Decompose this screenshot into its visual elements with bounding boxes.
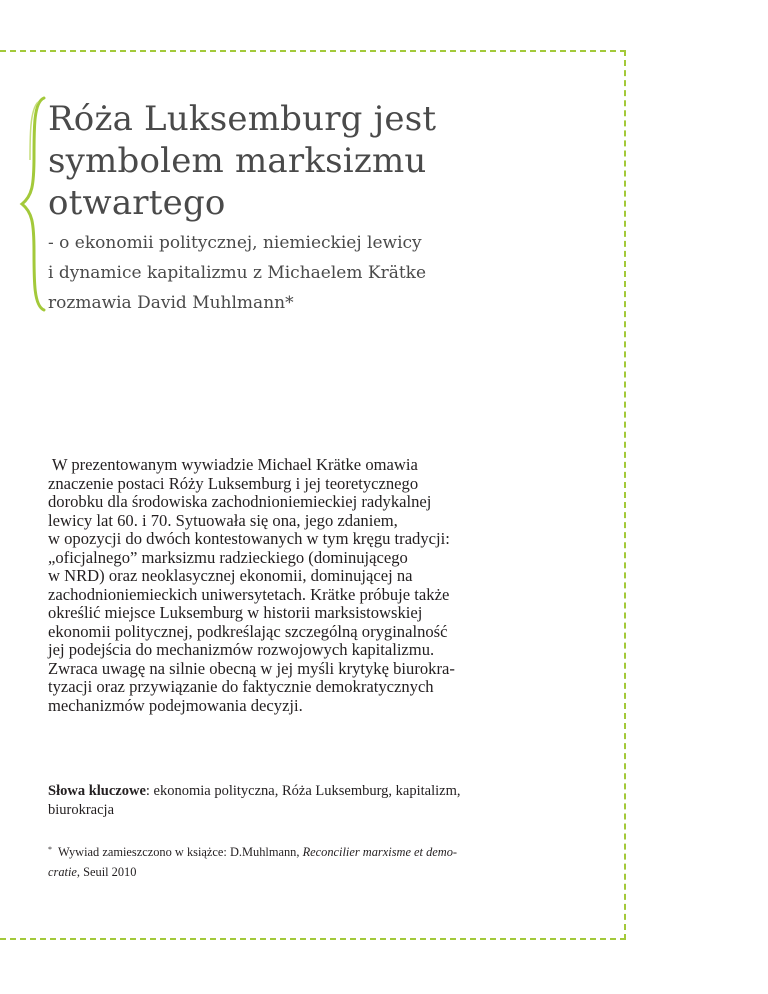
abstract-line: W prezentowanym wywiadzie Michael Krätke omawia [48, 455, 418, 474]
abstract-line: dorobku dla środowiska zachodnioniemieckiej radykalnej [48, 492, 432, 511]
keywords-list: : ekonomia polityczna, Róża Luksemburg, kapitalizm, [145, 783, 461, 799]
abstract-line: tyzacji oraz przywiązanie do faktycznie demokratycznych [48, 677, 434, 696]
abstract-line: zachodnioniemieckich uniwersytetach. Krätke próbuje także [48, 584, 450, 604]
subtitle-line: rozmawia David Muhlmann* [48, 293, 294, 313]
dashed-frame-right [624, 50, 626, 940]
footnote-marker: * [48, 845, 52, 854]
footnote-line-2 [48, 862, 588, 882]
dashed-frame-top [0, 50, 626, 52]
footnote-publisher: , Seuil 2010 [76, 865, 137, 879]
footnote-book-title: Reconcilier marxisme et demo- [302, 845, 458, 859]
keywords-label: Słowa kluczowe [48, 783, 146, 799]
footnote-prefix: Wywiad zamieszczono w książce: D.Muhlmann, [58, 845, 303, 859]
title-line: otwartego [48, 183, 226, 223]
footnote [48, 840, 588, 882]
abstract-line: „oficjalnego” marksizmu radzieckiego (dominującego [48, 547, 408, 567]
abstract-line: określić miejsce Luksemburg w historii marksistowskiej [48, 603, 423, 622]
abstract-line: w NRD) oraz neoklasycznej ekonomii, dominującej na [48, 566, 413, 585]
abstract-line: jej podejścia do mechanizmów rozwojowych kapitalizmu. [48, 640, 435, 659]
keywords-block [48, 782, 588, 820]
title-line: Róża Luksemburg jest [48, 99, 437, 139]
keywords-line [48, 782, 588, 801]
footnote-book-title-cont: cratie [48, 865, 77, 879]
abstract-line: ekonomii politycznej, podkreślając szczególną oryginalność [48, 621, 448, 641]
subtitle-line: - o ekonomii politycznej, niemieckiej lewicy [48, 233, 422, 253]
article-title [48, 98, 588, 224]
dashed-frame-bottom [0, 938, 626, 940]
abstract-line: w opozycji do dwóch kontestowanych w tym kręgu tradycji: [48, 529, 450, 548]
keywords-line-2: biurokracja [48, 802, 115, 818]
abstract-paragraph [48, 456, 588, 715]
abstract-line: znaczenie postaci Róży Luksemburg i jej teoretycznego [48, 473, 419, 493]
abstract-line: mechanizmów podejmowania decyzji. [48, 695, 303, 715]
abstract-line: lewicy lat 60. i 70. Sytuowała się ona, jego zdaniem, [48, 510, 398, 530]
abstract-line: Zwraca uwagę na silnie obecną w jej myśli krytykę biurokra- [48, 658, 455, 678]
article-subtitle [48, 228, 608, 318]
footnote-line [48, 840, 588, 862]
title-line: symbolem marksizmu [48, 141, 427, 181]
subtitle-line: i dynamice kapitalizmu z Michaelem Krätke [48, 263, 427, 283]
